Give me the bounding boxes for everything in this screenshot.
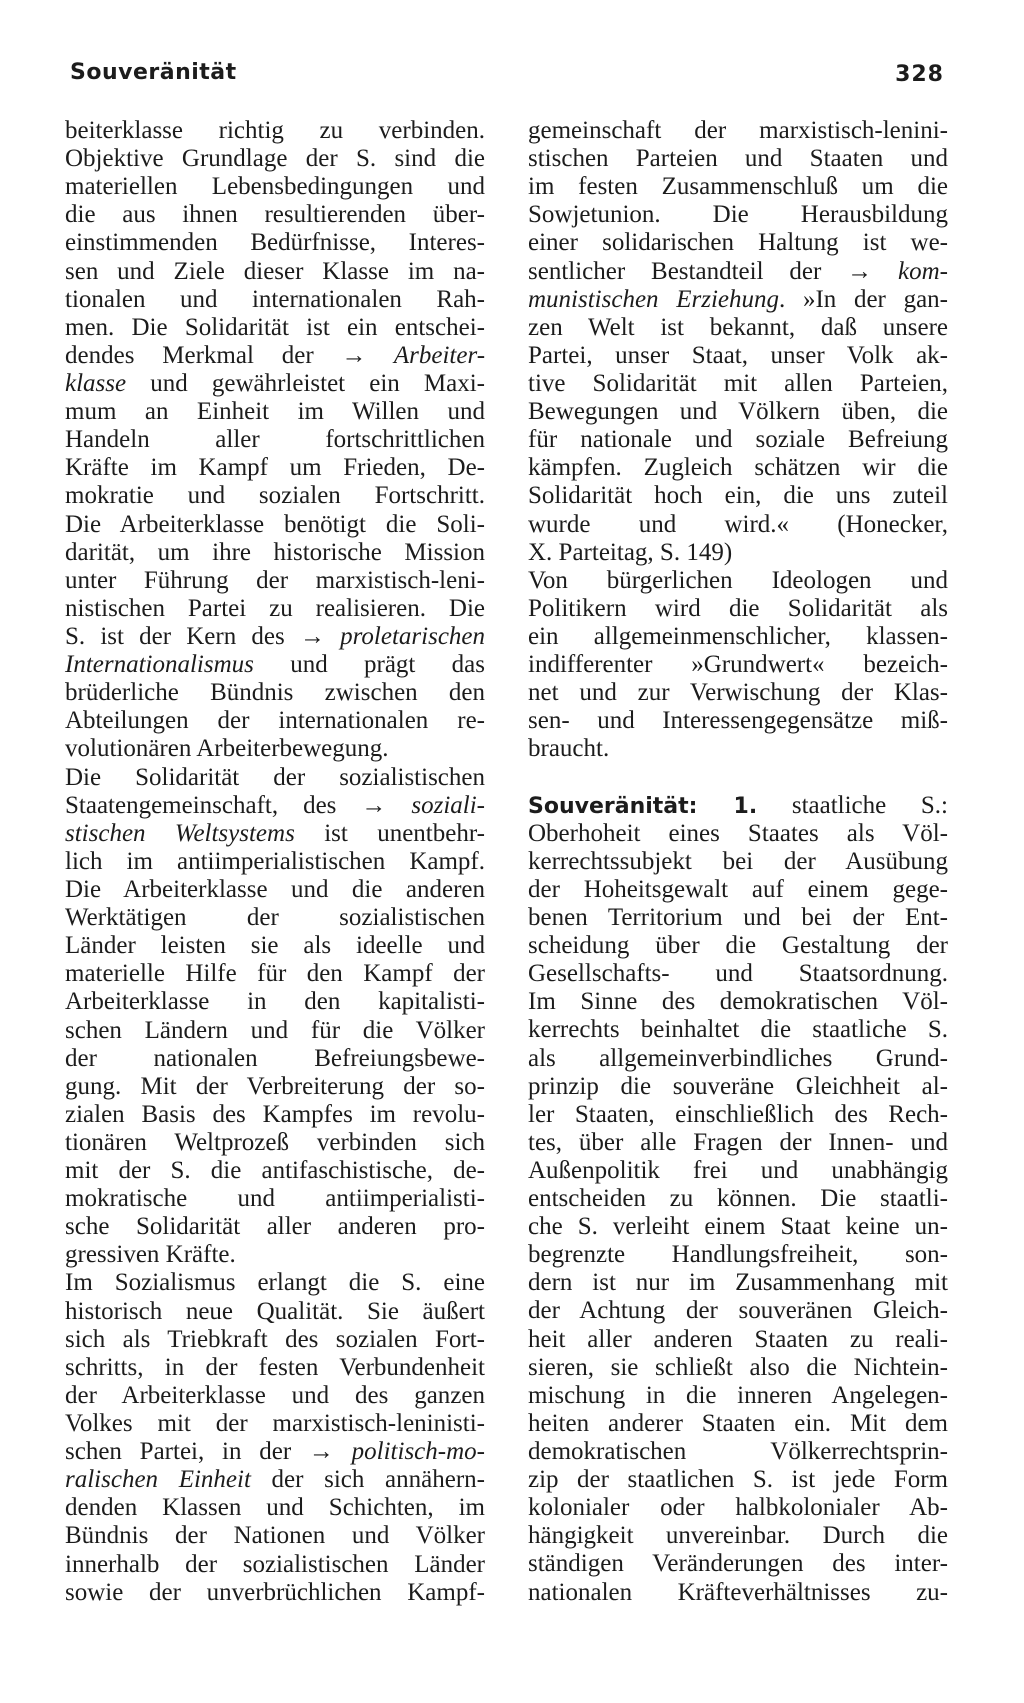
text-line: Die Arbeiterklasse und die anderen (65, 875, 485, 903)
text-line: che S. verleiht einem Staat keine un- (528, 1213, 948, 1241)
text-line: Kräfte im Kampf um Frieden, De- (65, 454, 485, 482)
text-line: gressiven Kräfte. (65, 1241, 236, 1269)
cross-reference-link[interactable]: klasse (65, 369, 127, 397)
text-line: volutionären Arbeiterbewegung. (65, 735, 389, 763)
cross-reference-link[interactable]: → proletarischen (299, 622, 486, 650)
left-column (65, 117, 485, 1607)
text-line (65, 820, 485, 848)
text-line: historisch neue Qualität. Sie äußert (65, 1297, 485, 1325)
text-line: Die Solidarität der sozialistischen (65, 763, 485, 791)
text-line (65, 370, 485, 398)
line-text: der sich annähern- (250, 1466, 485, 1494)
text-line: schen Ländern und für die Völker (65, 1016, 485, 1044)
text-line: Von bürgerlichen Ideologen und (528, 566, 948, 594)
text-line: Die Arbeiterklasse benötigt die Soli- (65, 510, 485, 538)
text-line: scheidung über die Gestaltung der (528, 932, 948, 960)
text-line: benen Territorium und bei der Ent- (528, 903, 948, 931)
text-line: prinzip die souveräne Gleichheit al- (528, 1072, 948, 1100)
text-line: als allgemeinverbindliches Grund- (528, 1044, 948, 1072)
text-line (65, 1494, 485, 1522)
text-line: ständigen Veränderungen des inter- (528, 1550, 948, 1578)
line-text: staatliche S.: (791, 791, 948, 819)
text-line (65, 792, 485, 820)
text-line: innerhalb der sozialistischen Länder (65, 1550, 485, 1578)
text-line: unter Führung der marxistisch-leni- (65, 566, 485, 594)
text-line: materielle Hilfe für den Kampf der (65, 960, 485, 988)
text-line: tionalen und internationalen Rah- (65, 285, 485, 313)
text-line: kerrechtssubjekt bei der Ausübung (528, 847, 948, 875)
text-line: die aus ihnen resultierenden über- (65, 201, 485, 229)
text-line: ein allgemeinmenschlicher, klassen- (528, 622, 948, 650)
text-line: ler Staaten, einschließlich des Rech- (528, 1100, 948, 1128)
text-line: kämpfen. Zugleich schätzen wir die (528, 454, 948, 482)
text-line (65, 651, 485, 679)
text-line: entscheiden zu können. Die staatli- (528, 1185, 948, 1213)
cross-reference-link[interactable]: stischen Weltsystems (65, 819, 295, 847)
text-line: Partei, unser Staat, unser Volk ak- (528, 341, 948, 369)
text-line: darität, um ihre historische Mission (65, 538, 485, 566)
entry-gap (528, 764, 948, 792)
line-text: und prägt das (253, 651, 485, 679)
text-line (65, 1466, 485, 1494)
line-text: nden Klassen und Schichten, im (88, 1494, 485, 1522)
text-line: tes, über alle Fragen der Innen- und (528, 1128, 948, 1156)
text-line: sche Solidarität aller anderen pro- (65, 1213, 485, 1241)
text-line: Werktätigen der sozialistischen (65, 904, 485, 932)
text-line: tive Solidarität mit allen Parteien, (528, 369, 948, 397)
line-text: und gewährleistet ein Maxi- (126, 369, 485, 397)
text-line (528, 258, 948, 286)
text-line: heit aller anderen Staaten zu reali- (528, 1325, 948, 1353)
line-text: Staatengemeinschaft, des (65, 791, 337, 819)
text-line: Länder leisten sie als ideelle und (65, 932, 485, 960)
text-line: der Achtung der souveränen Gleich- (528, 1297, 948, 1325)
text-line: lich im antiimperialistischen Kampf. (65, 847, 485, 875)
text-line: tionären Weltprozeß verbinden sich (65, 1128, 485, 1156)
text-line: Außenpolitik frei und unabhängig (528, 1156, 948, 1184)
line-text: sentlicher Bestandteil der (528, 257, 822, 285)
text-line: der Hoheitsgewalt auf einem gege- (528, 875, 948, 903)
text-line: heiten anderer Staaten ein. Mit dem (528, 1409, 948, 1437)
right-column (528, 117, 948, 1607)
text-line (65, 1438, 485, 1466)
text-line: kolonialer oder halbkolonialer Ab- (528, 1494, 948, 1522)
text-line: sieren, sie schließt also die Nichtein- (528, 1353, 948, 1381)
text-line: men. Die Solidarität ist ein entschei- (65, 313, 485, 341)
cross-reference-link[interactable]: → Arbeiter- (341, 341, 486, 369)
text-line: brüderliche Bündnis zwischen den (65, 679, 485, 707)
line-text: de (65, 1494, 89, 1522)
text-line: beiterklasse richtig zu verbinden. (65, 117, 485, 144)
text-line: Gesellschafts- und Staatsordnung. (528, 960, 948, 988)
text-line: zialen Basis des Kampfes im revolu- (65, 1100, 485, 1128)
text-line: Sowjetunion. Die Herausbildung (528, 201, 948, 229)
text-line: hängigkeit unvereinbar. Durch die (528, 1522, 948, 1550)
line-text: dendes Merkmal der (65, 341, 314, 369)
text-line: gung. Mit der Verbreiterung der so- (65, 1072, 485, 1100)
text-line (65, 342, 485, 370)
text-line: Objektive Grundlage der S. sind die (65, 145, 485, 173)
line-text: ist unentbehr- (294, 819, 485, 847)
text-line: Volkes mit der marxistisch-leninisti- (65, 1410, 485, 1438)
text-line: im festen Zusammenschluß um die (528, 173, 948, 201)
text-line: sich als Triebkraft des sozialen Fort- (65, 1325, 485, 1353)
text-line: demokratischen Völkerrechtsprin- (528, 1438, 948, 1466)
entry-headword: Souveränität: 1. (528, 793, 758, 819)
text-line: einstimmenden Bedürfnisse, Interes- (65, 229, 485, 257)
text-line: Im Sozialismus erlangt die S. eine (65, 1269, 485, 1297)
cross-reference-link[interactable]: → soziali- (361, 791, 486, 819)
text-line: Handeln aller fortschrittlichen (65, 426, 485, 454)
text-line: stischen Parteien und Staaten und (528, 145, 948, 173)
text-line: mum an Einheit im Willen und (65, 398, 485, 426)
text-line: Politikern wird die Solidarität als (528, 594, 948, 622)
running-head: Souveränität (70, 60, 237, 85)
text-line: einer solidarischen Haltung ist we- (528, 229, 948, 257)
text-line: net und zur Verwischung der Klas- (528, 679, 948, 707)
text-line: kerrechts beinhaltet die staatliche S. (528, 1016, 948, 1044)
text-line: mischung in die inneren Angelegen- (528, 1381, 948, 1409)
text-line: der Arbeiterklasse und des ganzen (65, 1381, 485, 1409)
text-line: für nationale und soziale Befreiung (528, 426, 948, 454)
page-number: 328 (895, 62, 944, 87)
cross-reference-link[interactable]: → kom- (847, 257, 948, 285)
text-line: X. Parteitag, S. 149) (528, 538, 733, 566)
text-line: sen- und Interessengegensätze miß- (528, 707, 948, 735)
text-line (528, 286, 948, 314)
cross-reference-link[interactable]: munistischen Erziehung (528, 285, 780, 313)
text-line: Solidarität hoch ein, die uns zuteil (528, 482, 948, 510)
text-line: Abteilungen der internationalen re- (65, 707, 485, 735)
text-line: mokratische und antiimperialisti- (65, 1185, 485, 1213)
cross-reference-link[interactable]: ralischen Einheit (65, 1466, 251, 1494)
entry-first-line (528, 792, 948, 820)
text-line: Bewegungen und Völkern üben, die (528, 398, 948, 426)
text-line: mit der S. die antifaschistische, de- (65, 1157, 485, 1185)
text-line: Im Sinne des demokratischen Völ- (528, 988, 948, 1016)
text-line: Bündnis der Nationen und Völker (65, 1522, 485, 1550)
text-line: nationalen Kräfteverhältnisses zu- (528, 1578, 948, 1606)
text-line: zip der staatlichen S. ist jede Form (528, 1466, 948, 1494)
text-line: indifferenter »Grundwert« bezeich- (528, 651, 948, 679)
text-line: mokratie und sozialen Fortschritt. (65, 482, 485, 510)
text-line: zen Welt ist bekannt, daß unsere (528, 313, 948, 341)
text-line: sen und Ziele dieser Klasse im na- (65, 257, 485, 285)
text-line: sowie der unverbrüchlichen Kampf- (65, 1578, 485, 1606)
text-line: schritts, in der festen Verbundenheit (65, 1353, 485, 1381)
line-text: . »In der gan- (779, 285, 948, 313)
text-line: dern ist nur im Zusammenhang mit (528, 1269, 948, 1297)
text-line: wurde und wird.« (Honecker, (528, 510, 948, 538)
text-line: materiellen Lebensbedingungen und (65, 173, 485, 201)
text-line (65, 623, 485, 651)
cross-reference-link[interactable]: → politisch-mo- (308, 1438, 485, 1466)
text-line: Arbeiterklasse in den kapitalisti- (65, 988, 485, 1016)
text-line: begrenzte Handlungsfreiheit, son- (528, 1241, 948, 1269)
text-line: Oberhoheit eines Staates als Völ- (528, 819, 948, 847)
text-line: gemeinschaft der marxistisch-lenini- (528, 117, 948, 144)
line-text: schen Partei, in der (65, 1438, 292, 1466)
text-line: nistischen Partei zu realisieren. Die (65, 594, 485, 622)
text-line: braucht. (528, 735, 610, 763)
text-line: der nationalen Befreiungsbewe- (65, 1044, 485, 1072)
cross-reference-link[interactable]: Internationalismus (65, 651, 254, 679)
line-text: S. ist der Kern des (65, 622, 285, 650)
